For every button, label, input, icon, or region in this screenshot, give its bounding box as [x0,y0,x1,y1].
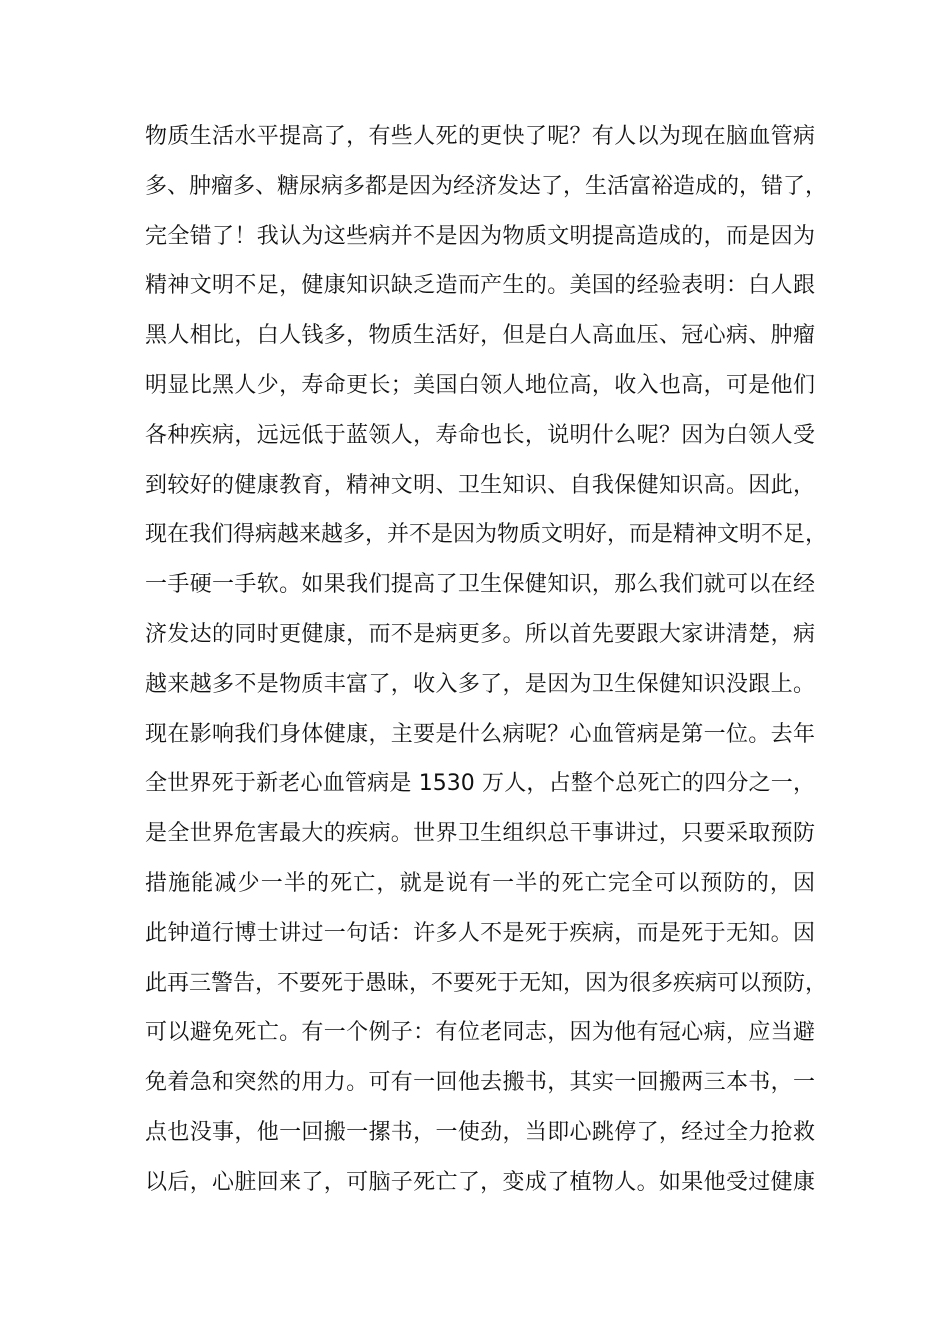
text-line-15: 是全世界危害最大的疾病。世界卫生组织总干事讲过，只要采取预防 [145,821,815,847]
text-line-16: 措施能减少一半的死亡，就是说有一半的死亡完全可以预防的，因 [145,870,815,896]
body-text [145,112,828,1208]
text-line-13: 现在影响我们身体健康，主要是什么病呢？心血管病是第一位。去年 [145,721,815,747]
text-line-14: 全世界死于新老心血管病是 1530 万人，占整个总死亡的四分之一， [145,771,815,797]
text-line-2: 多、肿瘤多、糖尿病多都是因为经济发达了，生活富裕造成的，错了， [145,173,828,199]
text-line-19: 可以避免死亡。有一个例子：有位老同志，因为他有冠心病，应当避 [145,1020,815,1046]
text-line-3: 完全错了！我认为这些病并不是因为物质文明提高造成的，而是因为 [145,223,815,249]
text-line-1: 物质生活水平提高了，有些人死的更快了呢？有人以为现在脑血管病 [145,124,815,149]
text-line-17: 此钟道行博士讲过一句话：许多人不是死于疾病，而是死于无知。因 [145,920,815,946]
text-line-10: 一手硬一手软。如果我们提高了卫生保健知识，那么我们就可以在经 [145,572,815,598]
text-line-22: 以后，心脏回来了，可脑子死亡了，变成了植物人。如果他受过健康 [145,1169,815,1195]
text-line-9: 现在我们得病越来越多，并不是因为物质文明好，而是精神文明不足， [145,522,828,548]
text-line-18: 此再三警告，不要死于愚昧，不要死于无知，因为很多疾病可以预防， [145,970,828,996]
text-line-11: 济发达的同时更健康，而不是病更多。所以首先要跟大家讲清楚，病 [145,621,815,647]
text-line-6: 明显比黑人少，寿命更长；美国白领人地位高，收入也高，可是他们 [145,372,815,398]
text-line-5: 黑人相比，白人钱多，物质生活好，但是白人高血压、冠心病、肿瘤 [145,323,815,349]
text-line-4: 精神文明不足，健康知识缺乏造而产生的。美国的经验表明：白人跟 [145,273,815,299]
text-line-8: 到较好的健康教育，精神文明、卫生知识、自我保健知识高。因此， [145,472,815,498]
text-line-20: 免着急和突然的用力。可有一回他去搬书，其实一回搬两三本书，一 [145,1070,815,1096]
text-line-12: 越来越多不是物质丰富了，收入多了，是因为卫生保健知识没跟上。 [145,671,815,697]
text-line-21: 点也没事，他一回搬一摞书，一使劲，当即心跳停了，经过全力抢救 [145,1119,815,1145]
text-line-7: 各种疾病，远远低于蓝领人，寿命也长，说明什么呢？因为白领人受 [145,422,815,448]
